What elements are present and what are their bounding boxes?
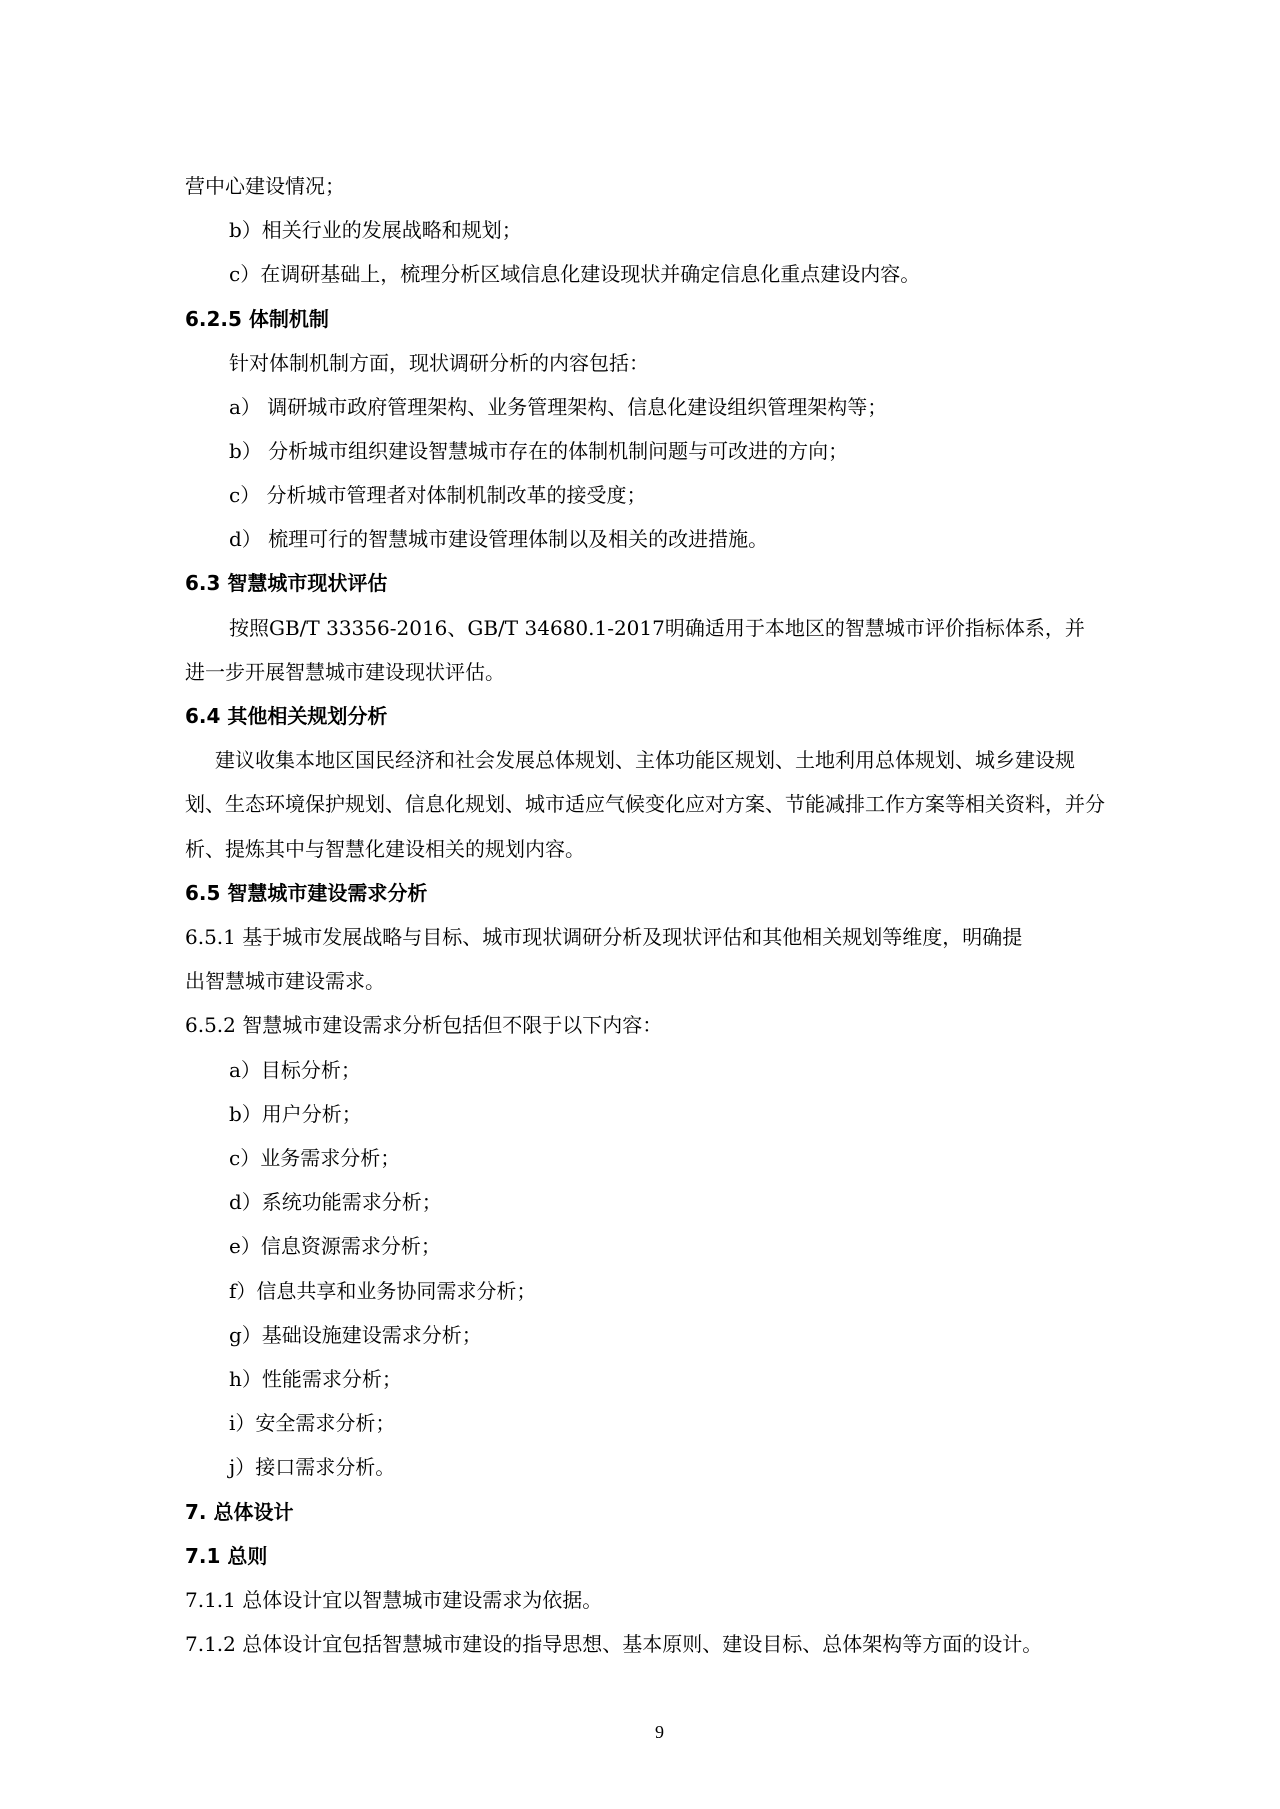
list-item: a）目标分析； bbox=[229, 1058, 361, 1082]
section-heading-7: 7. 总体设计 bbox=[185, 1500, 294, 1524]
text-line: 7.1.1 总体设计宜以智慧城市建设需求为依据。 bbox=[185, 1588, 603, 1612]
list-item: d）系统功能需求分析； bbox=[229, 1190, 442, 1214]
list-item: f）信息共享和业务协同需求分析； bbox=[229, 1279, 537, 1303]
list-item: c）业务需求分析； bbox=[229, 1146, 401, 1170]
text-line: 进一步开展智慧城市建设现状评估。 bbox=[185, 660, 505, 684]
list-item: g）基础设施建设需求分析； bbox=[229, 1323, 482, 1347]
section-heading-6-4: 6.4 其他相关规划分析 bbox=[185, 704, 388, 728]
list-item: b）相关行业的发展战略和规划； bbox=[229, 218, 522, 242]
list-item: h）性能需求分析； bbox=[229, 1367, 402, 1391]
list-item: c）在调研基础上，梳理分析区域信息化建设现状并确定信息化重点建设内容。 bbox=[229, 262, 921, 286]
text-line: 按照GB/T 33356-2016、GB/T 34680.1-2017明确适用于本地区的智慧城市评价指标体系，并 bbox=[229, 616, 1085, 640]
section-heading-6-2-5: 6.2.5 体制机制 bbox=[185, 307, 329, 331]
text-line: 出智慧城市建设需求。 bbox=[185, 969, 385, 993]
text-line: 7.1.2 总体设计宜包括智慧城市建设的指导思想、基本原则、建设目标、总体架构等方面的设计。 bbox=[185, 1632, 1043, 1656]
list-item: e）信息资源需求分析； bbox=[229, 1234, 441, 1258]
text-line: 6.5.1 基于城市发展战略与目标、城市现状调研分析及现状评估和其他相关规划等维度，明确提 bbox=[185, 925, 1023, 949]
page-number: 9 bbox=[655, 1722, 664, 1742]
text-line: 针对体制机制方面，现状调研分析的内容包括： bbox=[229, 351, 649, 375]
list-item: c） 分析城市管理者对体制机制改革的接受度； bbox=[229, 483, 647, 507]
list-item: j）接口需求分析。 bbox=[229, 1455, 396, 1479]
list-item: i）安全需求分析； bbox=[229, 1411, 396, 1435]
text-line: 建议收集本地区国民经济和社会发展总体规划、主体功能区规划、土地利用总体规划、城乡建设规 bbox=[215, 748, 1075, 772]
list-item: b）用户分析； bbox=[229, 1102, 362, 1126]
list-item: d） 梳理可行的智慧城市建设管理体制以及相关的改进措施。 bbox=[229, 527, 769, 551]
list-item: a） 调研城市政府管理架构、业务管理架构、信息化建设组织管理架构等； bbox=[229, 395, 888, 419]
list-item: b） 分析城市组织建设智慧城市存在的体制机制问题与可改进的方向； bbox=[229, 439, 849, 463]
text-line: 营中心建设情况； bbox=[185, 174, 345, 198]
section-heading-7-1: 7.1 总则 bbox=[185, 1544, 268, 1568]
text-line: 划、生态环境保护规划、信息化规划、城市适应气候变化应对方案、节能减排工作方案等相关资料，并分 bbox=[185, 792, 1105, 816]
text-line: 6.5.2 智慧城市建设需求分析包括但不限于以下内容： bbox=[185, 1013, 663, 1037]
section-heading-6-3: 6.3 智慧城市现状评估 bbox=[185, 571, 388, 595]
section-heading-6-5: 6.5 智慧城市建设需求分析 bbox=[185, 881, 428, 905]
text-line: 析、提炼其中与智慧化建设相关的规划内容。 bbox=[185, 837, 585, 861]
